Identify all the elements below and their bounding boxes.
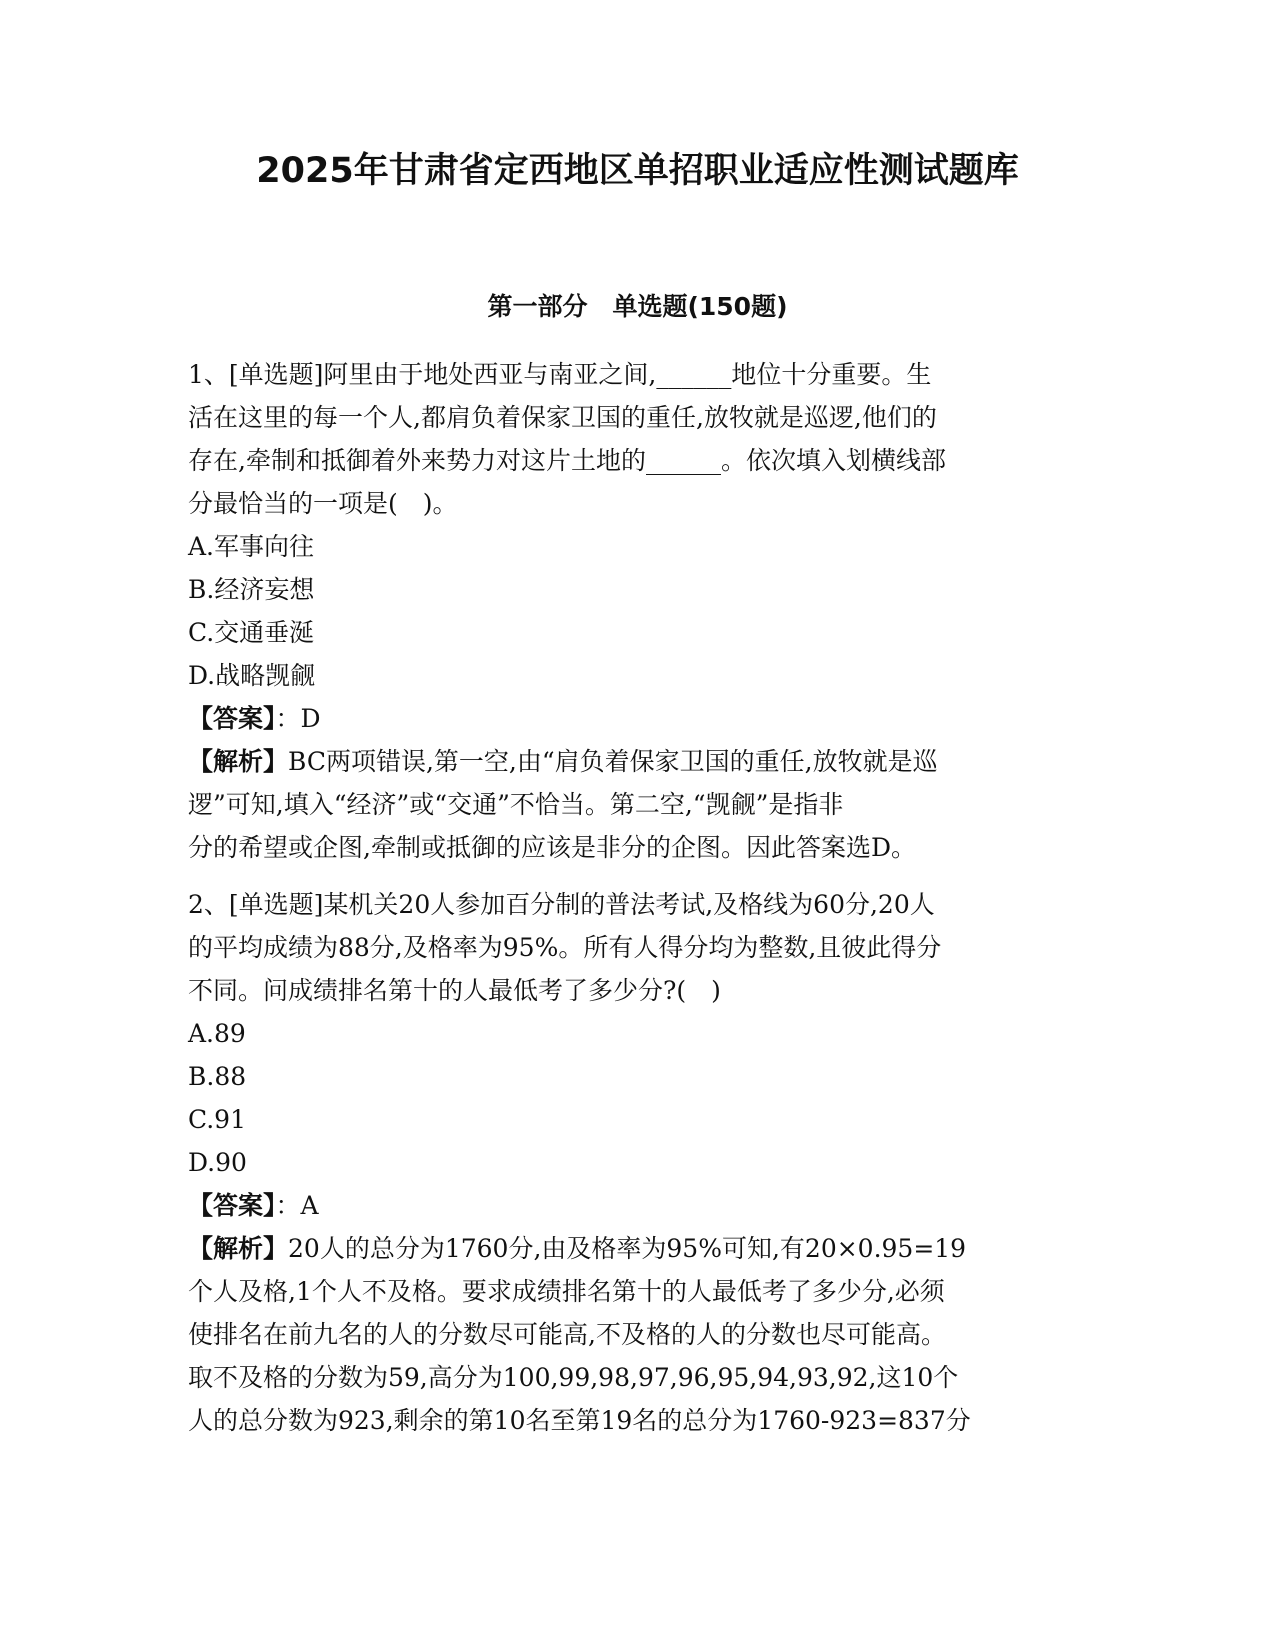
analysis-text: 分的希望或企图,牵制或抵御的应该是非分的企图。因此答案选D。 <box>188 833 916 862</box>
option-a: A.军事向往 <box>188 532 315 561</box>
question-stem-line: 存在,牵制和抵御着外来势力对这片土地的______。依次填入划横线部 <box>188 446 946 475</box>
analysis-text: 人的总分数为923,剩余的第10名至第19名的总分为1760-923=837分 <box>188 1406 971 1435</box>
option-b: B.88 <box>188 1062 247 1091</box>
answer-label: 【答案】 <box>188 1191 276 1220</box>
section-title: 第一部分 单选题(150题) <box>487 292 788 321</box>
analysis-text: 个人及格,1个人不及格。要求成绩排名第十的人最低考了多少分,必须 <box>188 1277 945 1306</box>
analysis-text: BC两项错误,第一空,由“肩负着保家卫国的重任,放牧就是巡 <box>288 747 938 776</box>
answer-line <box>188 697 1088 740</box>
question-stem-line: 不同。问成绩排名第十的人最低考了多少分?( ) <box>188 976 721 1005</box>
option-a: A.89 <box>188 1019 246 1048</box>
analysis-text: 使排名在前九名的人的分数尽可能高,不及格的人的分数也尽可能高。 <box>188 1320 946 1349</box>
analysis-text: 逻”可知,填入“经济”或“交通”不恰当。第二空,“觊觎”是指非 <box>188 790 844 819</box>
analysis-label: 【解析】 <box>188 1234 289 1263</box>
question-stem-line: 的平均成绩为88分,及格率为95%。所有人得分均为整数,且彼此得分 <box>188 933 942 962</box>
question-spacer <box>188 869 1088 883</box>
question-1 <box>188 353 1088 869</box>
document-title: 2025年甘肃省定西地区单招职业适应性测试题库 <box>256 151 1019 191</box>
option-c: C.91 <box>188 1105 246 1134</box>
option-d: D.90 <box>188 1148 247 1177</box>
analysis-label: 【解析】 <box>188 747 289 776</box>
question-stem-line: 1、[单选题]阿里由于地处西亚与南亚之间,______地位十分重要。生 <box>188 360 932 389</box>
analysis-line <box>188 1227 1088 1270</box>
answer-label: 【答案】 <box>188 704 276 733</box>
question-stem-line: 活在这里的每一个人,都肩负着保家卫国的重任,放牧就是巡逻,他们的 <box>188 403 937 432</box>
analysis-text: 取不及格的分数为59,高分为100,99,98,97,96,95,94,93,92,这10个 <box>188 1363 959 1392</box>
answer-value: ：D <box>275 704 321 733</box>
question-stem-line: 2、[单选题]某机关20人参加百分制的普法考试,及格线为60分,20人 <box>188 890 935 919</box>
question-list <box>188 353 1088 1442</box>
option-b: B.经济妄想 <box>188 575 315 604</box>
option-d: D.战略觊觎 <box>188 661 316 690</box>
question-stem-line: 分最恰当的一项是( )。 <box>188 489 458 518</box>
answer-value: ：A <box>275 1191 319 1220</box>
analysis-line <box>188 740 1088 783</box>
option-c: C.交通垂涎 <box>188 618 315 647</box>
analysis-text: 20人的总分为1760分,由及格率为95%可知,有20×0.95=19 <box>288 1234 967 1263</box>
question-2 <box>188 883 1088 1442</box>
answer-line <box>188 1184 1088 1227</box>
